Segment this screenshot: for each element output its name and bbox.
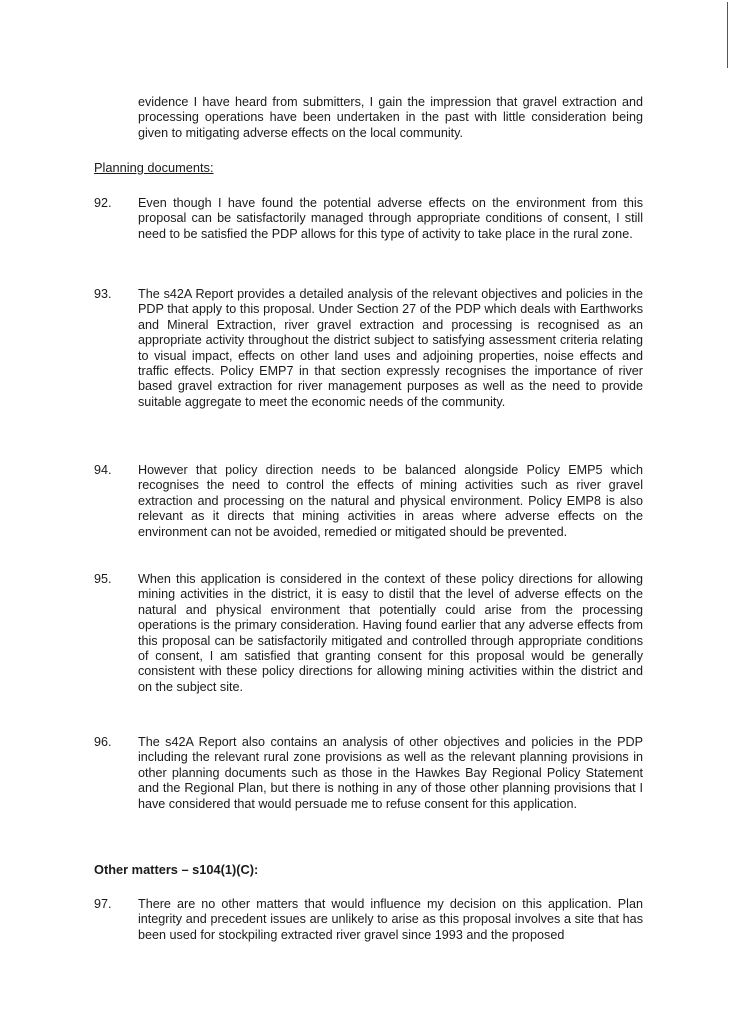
paragraph-text: Even though I have found the potential adverse effects on the environment from this proposal can be satisfactorily managed through appropriate conditions of consent, I still need to be satisfied the PDP allows for this type of activity to take place in the rural zone.: [138, 196, 643, 241]
paragraph-text: The s42A Report also contains an analysis of other objectives and policies in the PDP including the relevant rural zone provisions as well as the relevant planning provisions in other planning documents such as those in the Hawkes Bay Regional Policy Statement and the Regional Plan, but there is nothing in any of those other planning provisions that I have considered that would persuade me to refuse consent for this application.: [138, 735, 643, 811]
continuation-paragraph: evidence I have heard from submitters, I gain the impression that gravel extraction and processing operations have been undertaken in the past with little consideration being given to mitigating adverse effects on the local community.: [138, 95, 643, 140]
paragraph-number: 96.: [94, 735, 112, 749]
heading-other-matters: Other matters – s104(1)(C):: [94, 862, 259, 877]
heading-planning-documents: Planning documents:: [94, 160, 214, 175]
paragraph-number: 93.: [94, 287, 112, 301]
paragraph-number: 97.: [94, 897, 112, 911]
paragraph-text: There are no other matters that would influence my decision on this application. Plan integrity and precedent issues are unlikely to arise as this proposal involves a site that has been used for stockpiling extracted river gravel since 1993 and the proposed: [138, 897, 643, 942]
paragraph-number: 94.: [94, 463, 112, 477]
paragraph-number: 92.: [94, 196, 112, 210]
paragraph-text: The s42A Report provides a detailed analysis of the relevant objectives and policies in the PDP that apply to this proposal. Under Section 27 of the PDP which deals with Earthworks and Mineral Extraction, river gravel extraction and processing is recognised as an appropriate activity throughout the district subject to satisfying assessment criteria relating to visual impact, effects on other land uses and adjoining properties, noise effects and traffic effects. Policy EMP7 in that section expressly recognises the importance of river based gravel extraction for river management purposes as well as the need to provide suitable aggregate to meet the economic needs of the community.: [138, 287, 643, 409]
paragraph-number: 95.: [94, 572, 112, 586]
paragraph-text: However that policy direction needs to be balanced alongside Policy EMP5 which recognises the need to control the effects of mining activities such as river gravel extraction and processing on the natural and physical environment. Policy EMP8 is also relevant as it directs that mining activities in areas where adverse effects on the environment can not be avoided, remedied or mitigated should be prevented.: [138, 463, 643, 539]
paragraph-text: When this application is considered in the context of these policy directions for allowing mining activities in the district, it is easy to distil that the level of adverse effects on the natural and physical environment that potentially could arise from the processing operations is the primary consideration. Having found earlier that any adverse effects from this proposal can be satisfactorily mitigated and controlled through appropriate conditions of consent, I am satisfied that granting consent for this proposal would be generally consistent with these policy directions for allowing mining activities within the district and on the subject site.: [138, 572, 643, 694]
scan-edge-mark: [727, 2, 728, 68]
